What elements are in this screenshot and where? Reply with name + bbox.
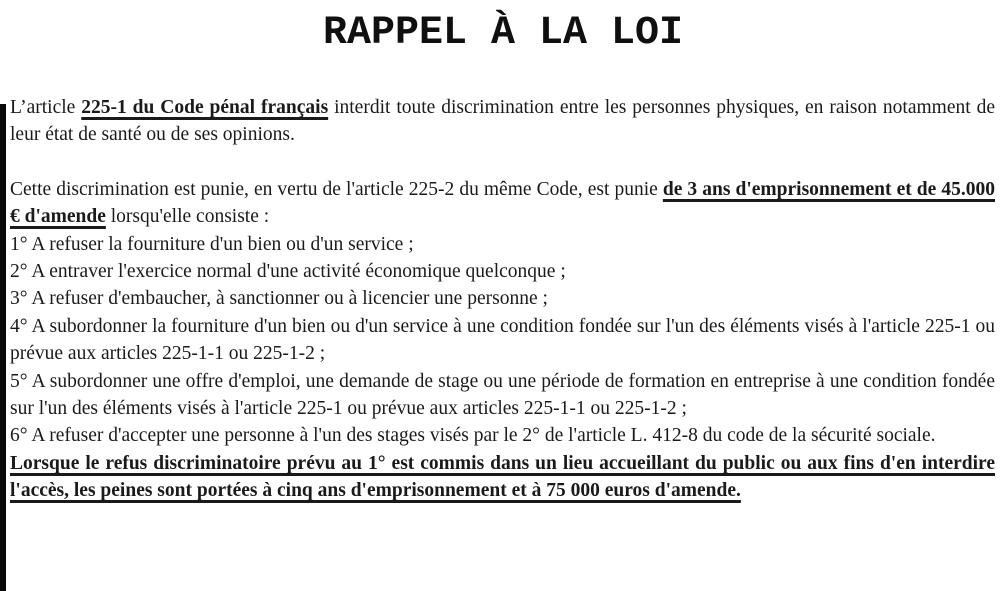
paragraph-article-pre: L’article	[10, 97, 82, 118]
paragraph-article-225-1	[10, 94, 995, 149]
list-item-3: 3° A refuser d'embaucher, à sanctionner ou à licencier une personne ;	[10, 288, 548, 310]
paragraph-public-refusal-penalty: Lorsque le refus discriminatoire prévu au 1° est commis dans un lieu accueillant du public ou aux fins d'en interdire l'accès, les peines sont portées à cinq ans d'emprisonnement et à 75 000 euros d'amende.	[10, 452, 995, 502]
penalty-amount-bold: de 3 ans d'emprisonnement et de 45.000 € d'amende	[10, 178, 995, 228]
list-item-2: 2° A entraver l'exercice normal d'une activité économique quelconque ;	[10, 261, 566, 283]
paragraph-article-post: interdit toute discrimination entre les personnes physiques, en raison notamment de leur état de santé ou de ses opinions.	[10, 97, 995, 146]
scan-artifact-bar	[0, 104, 6, 591]
article-reference-bold: 225-1 du Code pénal français	[81, 97, 329, 118]
document-body	[0, 94, 1006, 505]
list-item-4: 4° A subordonner la fourniture d'un bien ou d'un service à une condition fondée sur l'un des éléments visés à l'article 225-1 ou prévue aux articles 225-1-1 ou 225-1-2 ;	[10, 315, 995, 365]
paragraph-penalty	[10, 176, 995, 231]
paragraph-penalty-pre: Cette discrimination est punie, en vertu de l'article 225-2 du même Code, est punie	[10, 178, 663, 200]
list-item-6: 6° A refuser d'accepter une personne à l'un des stages visés par le 2° de l'article L. 412-8 du code de la sécurité sociale.	[10, 425, 936, 447]
list-item-1: 1° A refuser la fourniture d'un bien ou d'un service ;	[10, 233, 414, 255]
document-title: RAPPEL À LA LOI	[322, 11, 684, 56]
paragraph-penalty-post: lorsqu'elle consiste :	[105, 206, 270, 228]
list-item-5: 5° A subordonner une offre d'emploi, une demande de stage ou une période de formation en entreprise à une condition fondée sur l'un des éléments visés à l'article 225-1 ou prévue aux articles 225-1-1 ou 225-1-2 ;	[10, 370, 995, 420]
